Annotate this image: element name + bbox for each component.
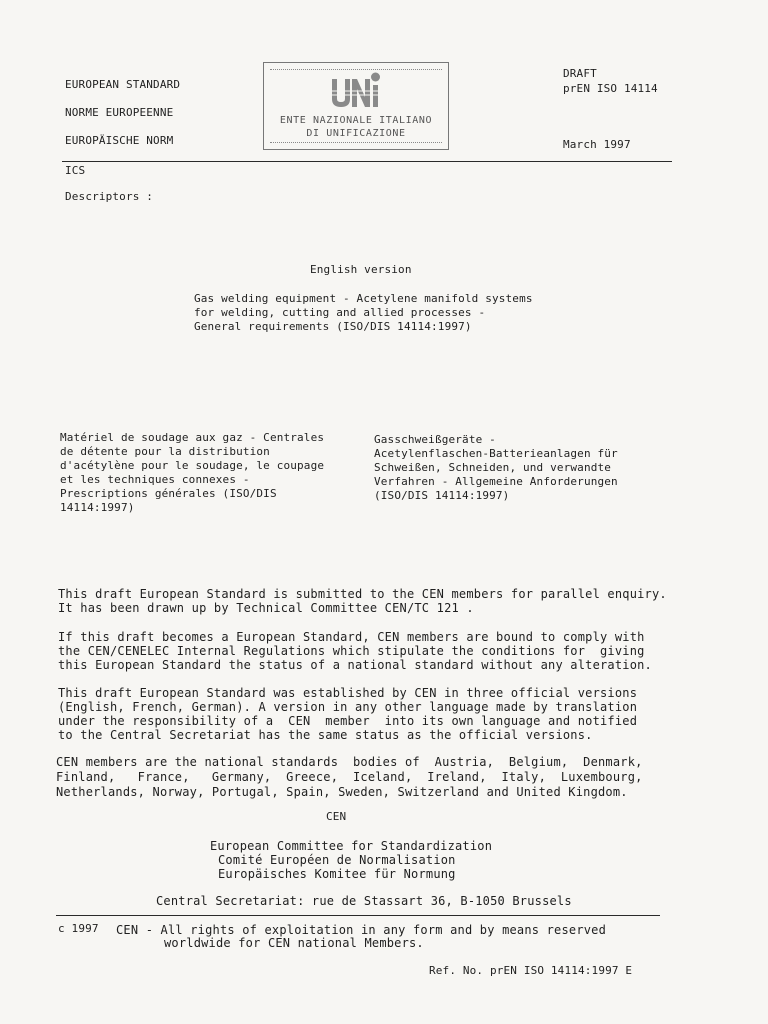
- cen-name-en: European Committee for Standardization: [210, 839, 493, 853]
- uni-logo: [263, 62, 449, 150]
- version-heading: English version: [310, 263, 412, 276]
- copyright-text-line2: worldwide for CEN national Members.: [164, 936, 424, 950]
- title-en-line2: for welding, cutting and allied processes -: [194, 306, 486, 319]
- standard-label-en: EUROPEAN STANDARD: [65, 78, 181, 91]
- footer-rule: [56, 915, 660, 916]
- paragraph-line: This draft European Standard is submitted to the CEN members for parallel enquiry.: [58, 587, 667, 601]
- title-fr-line2: de détente pour la distribution: [60, 445, 270, 458]
- document-date: March 1997: [563, 138, 631, 151]
- uni-logo-mark-icon: [328, 71, 384, 111]
- title-en-line3: General requirements (ISO/DIS 14114:1997): [194, 320, 472, 333]
- standard-label-de: EUROPÄISCHE NORM: [65, 134, 174, 147]
- paragraph-line: This draft European Standard was established by CEN in three official versions: [58, 686, 638, 700]
- paragraph-line: (English, French, German). A version in any other language made by translation: [58, 700, 638, 714]
- paragraph-line: the CEN/CENELEC Internal Regulations which stipulate the conditions for giving: [58, 644, 645, 658]
- standard-number: prEN ISO 14114: [563, 82, 658, 95]
- descriptors-label: Descriptors :: [65, 190, 154, 203]
- central-secretariat: Central Secretariat: rue de Stassart 36, B-1050 Brussels: [156, 894, 572, 908]
- logo-org-name-line2: DI UNIFICAZIONE: [306, 128, 406, 139]
- paragraph-line: CEN members are the national standards bodies of Austria, Belgium, Denmark,: [56, 755, 643, 769]
- title-fr-line4: et les techniques connexes -: [60, 473, 250, 486]
- paragraph-line: If this draft becomes a European Standard, CEN members are bound to comply with: [58, 630, 645, 644]
- title-fr-line6: 14114:1997): [60, 501, 135, 514]
- paragraph-line: under the responsibility of a CEN member into its own language and notified: [58, 714, 638, 728]
- title-de-line1: Gasschweißgeräte -: [374, 433, 496, 446]
- title-de-line4: Verfahren - Allgemeine Anforderungen: [374, 475, 618, 488]
- paragraph-line: this European Standard the status of a national standard without any alteration.: [58, 658, 652, 672]
- header-rule: [62, 161, 672, 162]
- title-de-line5: (ISO/DIS 14114:1997): [374, 489, 510, 502]
- title-en-line1: Gas welding equipment - Acetylene manifold systems: [194, 292, 533, 305]
- ics-label: ICS: [65, 164, 86, 177]
- paragraph-line: Netherlands, Norway, Portugal, Spain, Sweden, Switzerland and United Kingdom.: [56, 785, 628, 799]
- copyright-text: CEN - All rights of exploitation in any form and by means reserved: [116, 923, 607, 937]
- reference-number: Ref. No. prEN ISO 14114:1997 E: [429, 964, 633, 977]
- cen-abbreviation: CEN: [326, 810, 347, 823]
- title-de-line3: Schweißen, Schneiden, und verwandte: [374, 461, 612, 474]
- standard-label-fr: NORME EUROPEENNE: [65, 106, 174, 119]
- title-fr-line1: Matériel de soudage aux gaz - Centrales: [60, 431, 325, 444]
- draft-label: DRAFT: [563, 67, 597, 80]
- cen-name-fr: Comité Européen de Normalisation: [218, 853, 456, 867]
- title-de-line2: Acetylenflaschen-Batterieanlagen für: [374, 447, 618, 460]
- title-fr-line5: Prescriptions générales (ISO/DIS: [60, 487, 277, 500]
- paragraph-line: to the Central Secretariat has the same status as the official versions.: [58, 728, 593, 742]
- paragraph-line: Finland, France, Germany, Greece, Iceland, Ireland, Italy, Luxembourg,: [56, 770, 643, 784]
- title-fr-line3: d'acétylène pour le soudage, le coupage: [60, 459, 325, 472]
- copyright-year: c 1997: [58, 922, 99, 935]
- cen-name-de: Europäisches Komitee für Normung: [218, 867, 456, 881]
- paragraph-line: It has been drawn up by Technical Committee CEN/TC 121 .: [58, 601, 474, 615]
- logo-org-name-line1: ENTE NAZIONALE ITALIANO: [279, 115, 433, 126]
